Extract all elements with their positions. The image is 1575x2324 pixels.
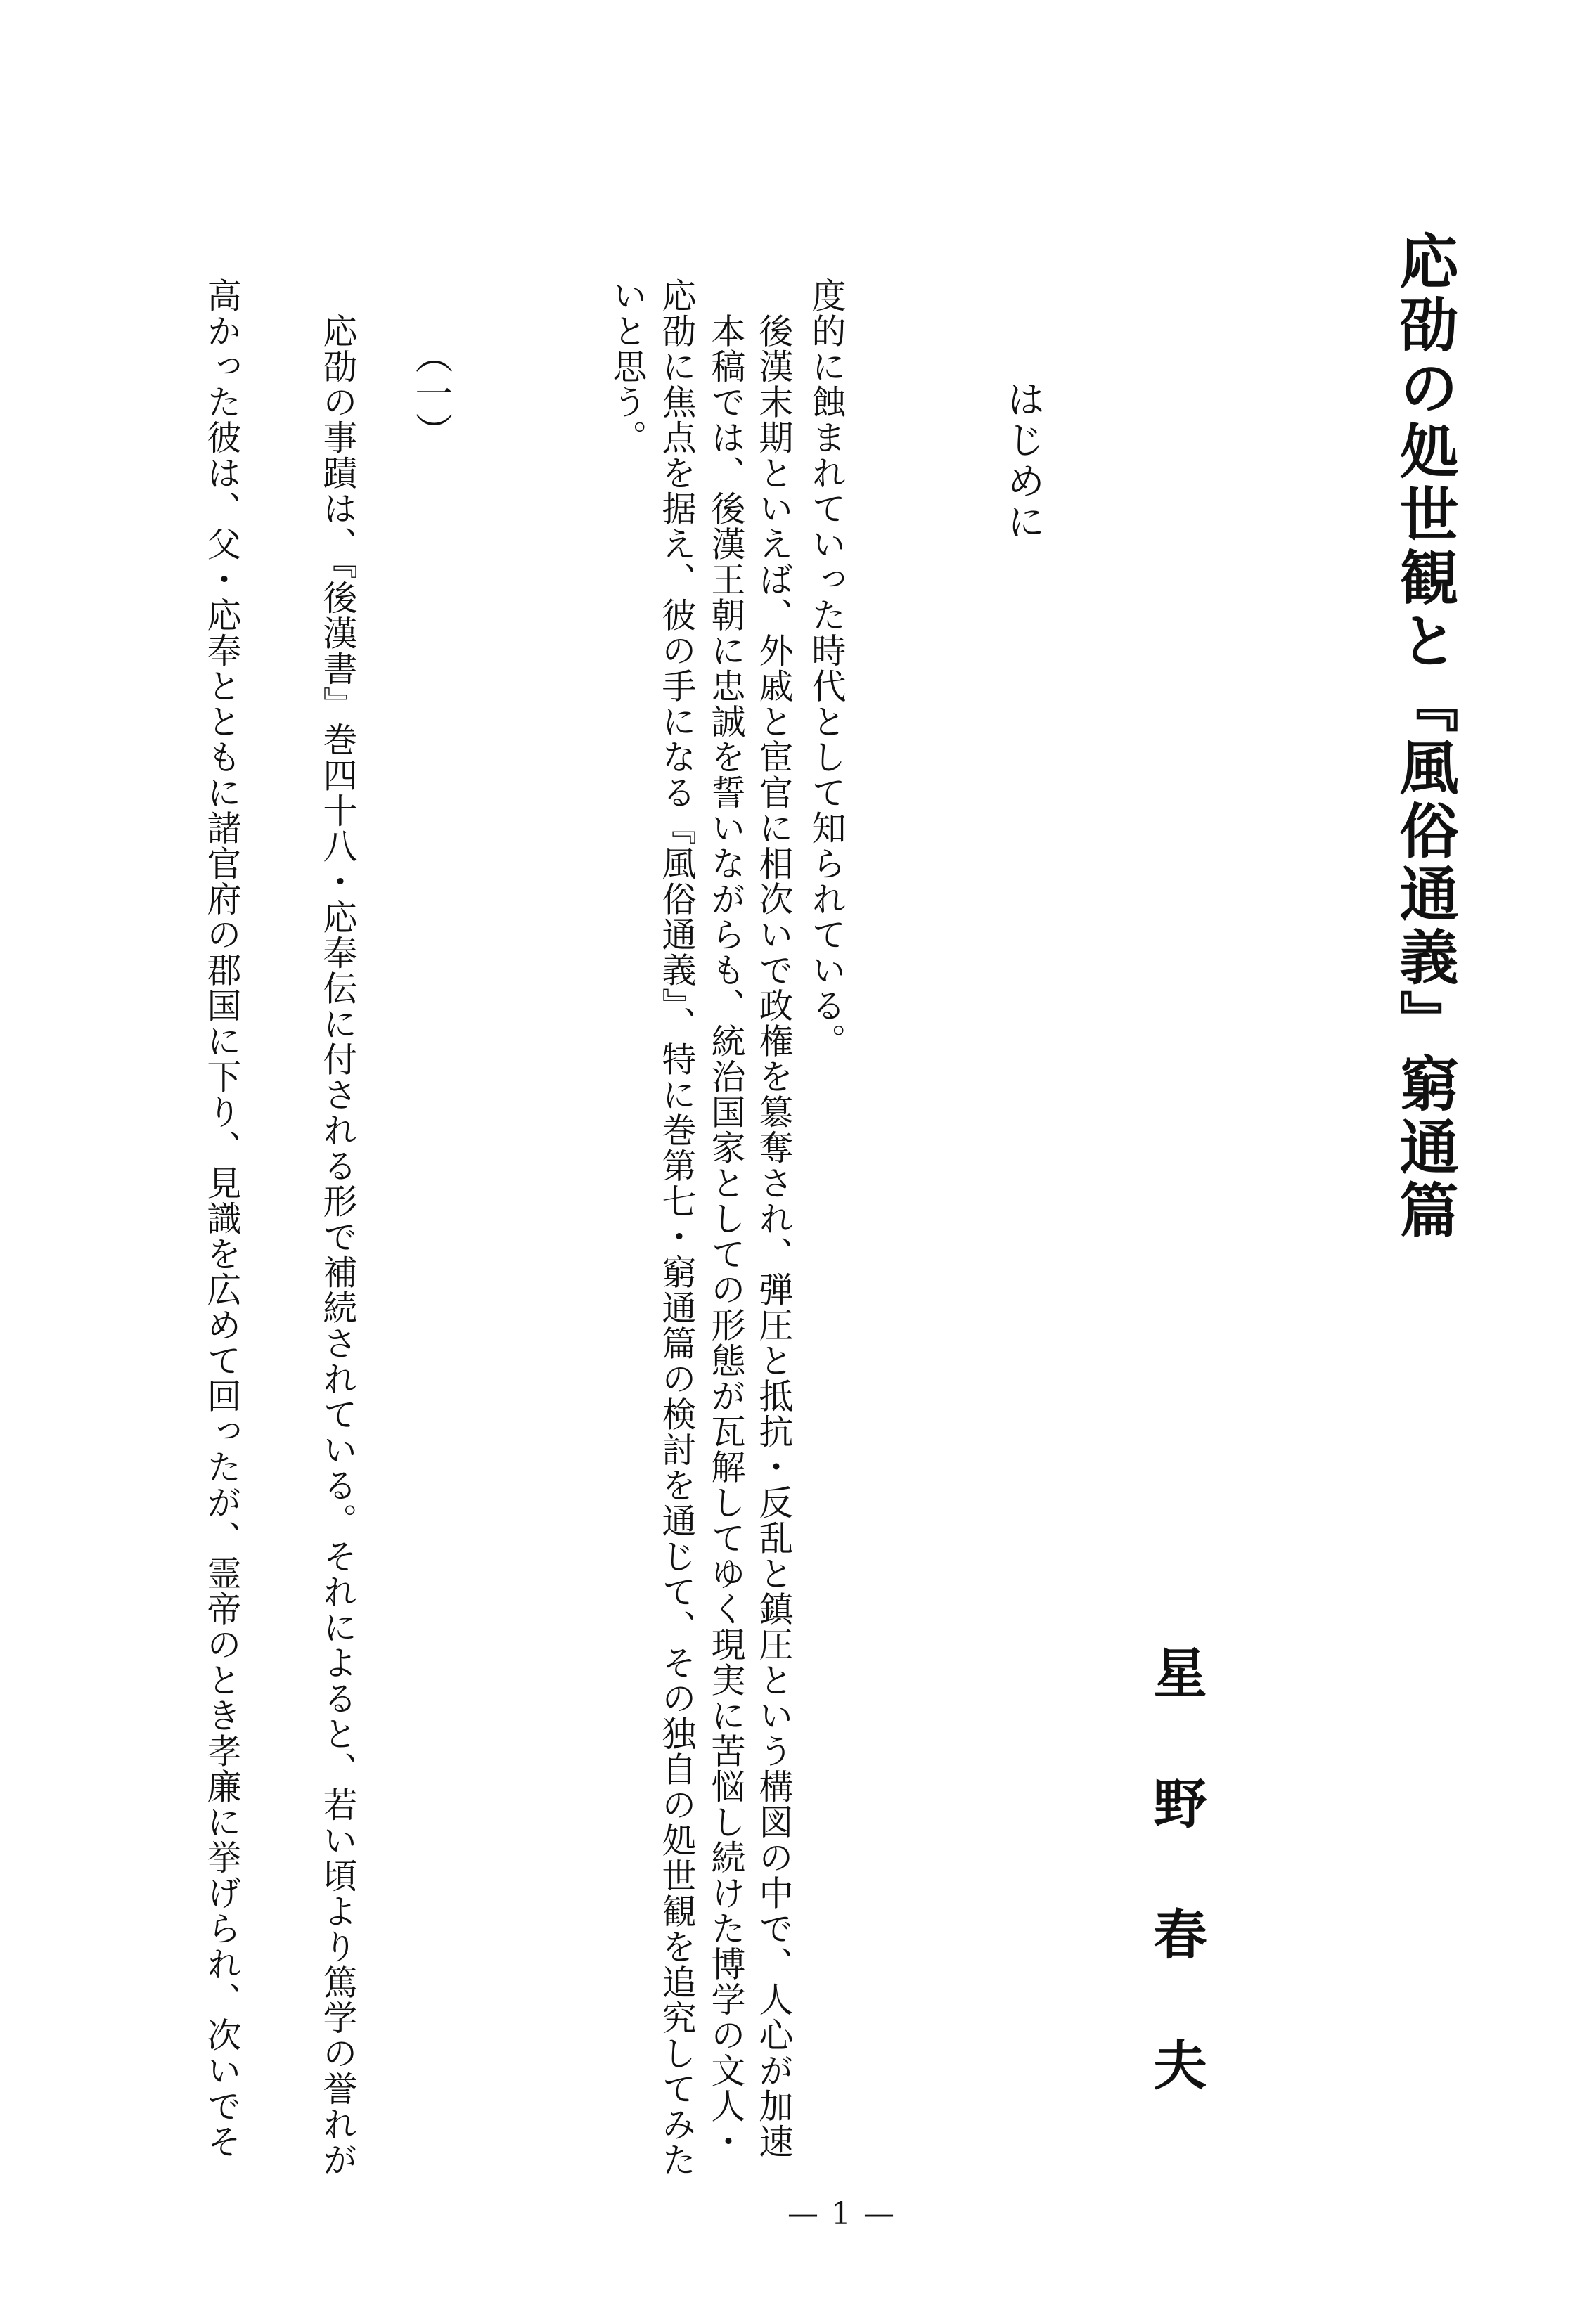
body-line: 後漢末期といえば、外戚と宦官に相次いで政権を簒奪され、弾圧と抵抗・反乱と鎮圧という構図の中で、人心が加速 [754, 278, 794, 2160]
body-line: 度的に蝕まれていった時代として知られている。 [806, 278, 847, 1059]
body-line: いと思う。 [608, 278, 648, 456]
page-number: — 1 — [788, 2196, 896, 2232]
article-title: 応劭の処世観と『風俗通義』窮通篇 [1390, 231, 1460, 1243]
body-line: 本稿では、後漢王朝に忠誠を誓いながらも、統治国家としての形態が瓦解してゆく現実に苦悩し続けた博学の文人・ [706, 278, 746, 2160]
intro-heading: はじめに [1001, 380, 1046, 543]
body-line: 高かった彼は、父・応奉とともに諸官府の郡国に下り、見識を広めて回ったが、霊帝のとき孝廉に挙げられ、次いでそ [202, 278, 242, 2160]
body-line: 応劭の事蹟は、『後漢書』巻四十八・応奉伝に付される形で補続されている。それによると、若い頃より篤学の誉れが [318, 278, 358, 2178]
section-one-heading: （一） [409, 336, 454, 450]
author-name: 星野春夫 [1145, 1645, 1207, 2168]
body-line: 応劭に焦点を据え、彼の手になる『風俗通義』、特に巻第七・窮通篇の検討を通じて、その独自の処世観を追究してみた [657, 278, 697, 2178]
